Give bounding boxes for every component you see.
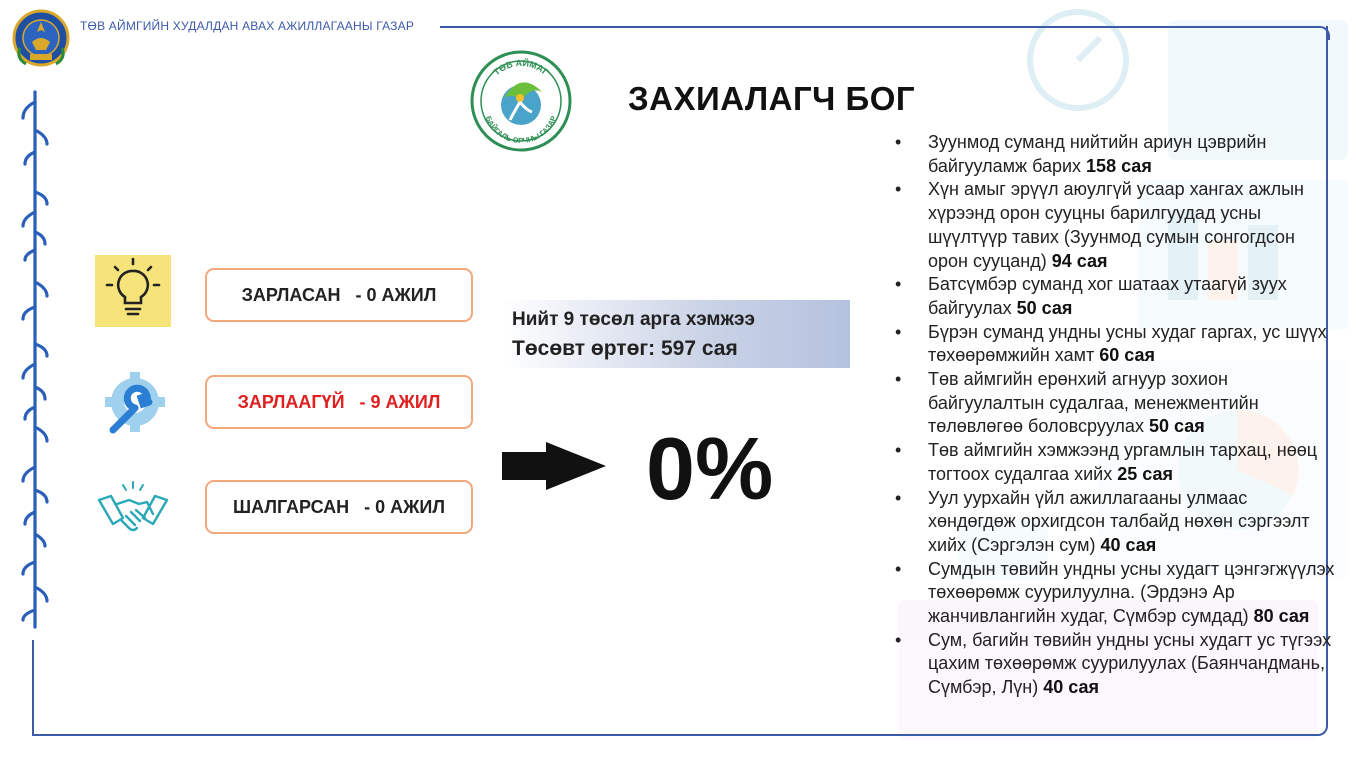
handshake-icon — [95, 478, 171, 550]
list-item: • Уул уурхайн үйл ажиллагааны улмаас хөндөгдөж орхигдсон талбайд нөхөн сэргээлт хийх (Сэргэлэн сум) 40 сая — [895, 487, 1335, 558]
frame-left-line — [32, 640, 34, 734]
progress-percent: 0% — [646, 419, 774, 518]
logo-bottom-text: БАЙГАЛЬ ОРЧНЫ ГАЗАР — [483, 114, 559, 146]
list-item: • Батсүмбэр суманд хог шатаах утаагүй зуух байгуулах 50 сая — [895, 273, 1335, 320]
status-not-announced: ЗАРЛААГҮЙ - 9 АЖИЛ — [205, 375, 473, 429]
list-item: • Бүрэн суманд ундны усны худаг гаргах, ус шүүх төхөөрөмжийн хамт 60 сая — [895, 321, 1335, 368]
status-selected: ШАЛГАРСАН - 0 АЖИЛ — [205, 480, 473, 534]
list-item: • Хүн амыг эрүүл аюулгүй усаар хангах ажлын хүрээнд орон сууцны барилгуудад усны шүүлтүүр тавих (Зуунмод сумын сонгогдсон орон сууцанд) 94 сая — [895, 178, 1335, 273]
list-item: • Сум, багийн төвийн ундны усны худагт ус түгээх цахим төхөөрөмж суурилуулах (Баянчандмань, Сүмбэр, Лүн) 40 сая — [895, 629, 1335, 700]
lightbulb-icon — [95, 255, 171, 327]
gear-wrench-icon — [95, 368, 171, 440]
logo-top-text: ТӨВ АЙМАГ — [491, 57, 551, 78]
mongolia-state-emblem-icon — [12, 8, 70, 70]
list-item: • Төв аймгийн ерөнхий агнуур зохион байгуулалтын судалгаа, менежментийн төлөвлөгөө боловсруулах 50 сая — [895, 368, 1335, 439]
summary-total-projects: Нийт 9 төсөл арга хэмжээ — [512, 309, 755, 330]
list-item: • Сумдын төвийн ундны усны худагт цэнгэгжүүлэх төхөөрөмж суурилуулна. (Эрдэнэ Ар жанчивлангийн худаг, Сүмбэр сумдад) 80 сая — [895, 558, 1335, 629]
list-item: • Төв аймгийн хэмжээнд ургамлын тархац, нөөц тогтоох судалгаа хийх 25 сая — [895, 439, 1335, 486]
list-item: • Зуунмод суманд нийтийн ариун цэврийн байгууламж барих 158 сая — [895, 131, 1335, 178]
page-title: ЗАХИАЛАГЧ БОГ — [628, 80, 916, 117]
summary-box — [502, 300, 850, 368]
arrow-right-icon — [500, 440, 608, 492]
summary-budget: Төсөвт өртөг: 597 сая — [512, 337, 738, 360]
environment-office-logo — [470, 50, 572, 152]
organization-title: ТӨВ АЙМГИЙН ХУДАЛДАН АВАХ АЖИЛЛАГААНЫ ГАЗАР — [80, 19, 415, 33]
status-announced: ЗАРЛАСАН - 0 АЖИЛ — [205, 268, 473, 322]
mongolian-script-icon — [18, 82, 52, 642]
project-list — [895, 131, 1335, 700]
